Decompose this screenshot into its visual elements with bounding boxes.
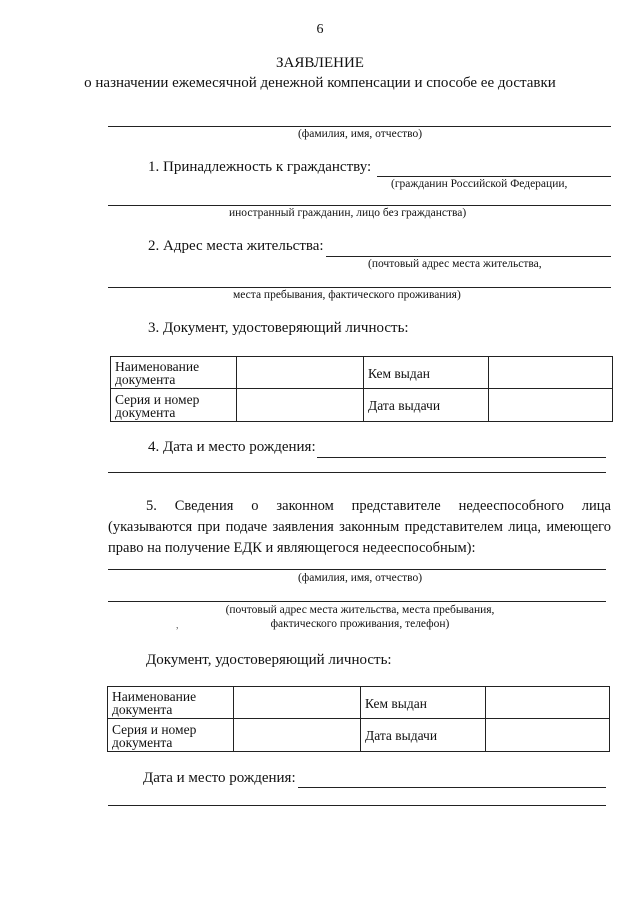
applicant-name-caption: (фамилия, имя, отчество) bbox=[297, 128, 423, 140]
residence-address-caption-line1: (почтовый адрес места жительства, bbox=[368, 258, 542, 270]
issue-date-label: Дата выдачи bbox=[364, 389, 489, 422]
residence-address-label: 2. Адрес места жительства: bbox=[148, 238, 324, 254]
identity-document-table bbox=[110, 356, 613, 422]
citizenship-field[interactable] bbox=[377, 176, 611, 177]
rep-doc-name-field[interactable] bbox=[234, 687, 361, 719]
representative-birth-label: Дата и место рождения: bbox=[143, 770, 296, 786]
citizenship-label: 1. Принадлежность к гражданству: bbox=[148, 159, 372, 175]
doc-name-label: Наименование документа bbox=[111, 357, 237, 389]
page-subtitle: о назначении ежемесячной денежной компенсации и способе ее доставки bbox=[84, 75, 556, 91]
page-title: ЗАЯВЛЕНИЕ bbox=[276, 55, 364, 71]
issued-by-field[interactable] bbox=[489, 357, 613, 389]
representative-address-field[interactable] bbox=[108, 601, 606, 602]
representative-address-caption-line2: фактического проживания, телефон) bbox=[270, 618, 450, 630]
rep-issued-by-field[interactable] bbox=[486, 687, 610, 719]
applicant-name-field[interactable] bbox=[108, 126, 611, 127]
representative-name-field[interactable] bbox=[108, 569, 606, 570]
representative-document-table bbox=[107, 686, 610, 752]
rep-doc-name-label: Наименование документа bbox=[108, 687, 234, 719]
page-number: 6 bbox=[316, 22, 324, 37]
representative-name-caption: (фамилия, имя, отчество) bbox=[297, 572, 423, 584]
series-number-field[interactable] bbox=[237, 389, 364, 422]
rep-issued-by-label: Кем выдан bbox=[361, 687, 486, 719]
citizenship-field-line2[interactable] bbox=[108, 205, 611, 206]
residence-address-field[interactable] bbox=[326, 256, 611, 257]
representative-birth-field-line2[interactable] bbox=[108, 805, 606, 806]
residence-address-field-line2[interactable] bbox=[108, 287, 611, 288]
representative-address-caption-line1: (почтовый адрес места жительства, места пребывания, bbox=[225, 604, 495, 616]
citizenship-caption-line1: (гражданин Российской Федерации, bbox=[391, 178, 568, 190]
representative-birth-field[interactable] bbox=[298, 787, 606, 788]
birth-date-place-field-line2[interactable] bbox=[108, 472, 606, 473]
rep-series-number-field[interactable] bbox=[234, 719, 361, 752]
series-number-label: Серия и номер документа bbox=[111, 389, 237, 422]
issued-by-label: Кем выдан bbox=[364, 357, 489, 389]
rep-issue-date-label: Дата выдачи bbox=[361, 719, 486, 752]
issue-date-field[interactable] bbox=[489, 389, 613, 422]
legal-representative-text: 5. Сведения о законном представителе недееспособного лица (указываются при подаче заявления законным представителем лица, имеющего право на получение ЕДК и являющегося недееспособным): bbox=[108, 498, 611, 556]
birth-date-place-field[interactable] bbox=[317, 457, 606, 458]
scan-speck: , bbox=[176, 620, 179, 631]
representative-document-label: Документ, удостоверяющий личность: bbox=[146, 652, 392, 668]
identity-document-label: 3. Документ, удостоверяющий личность: bbox=[148, 320, 409, 336]
citizenship-caption-line2: иностранный гражданин, лицо без гражданства) bbox=[229, 207, 467, 219]
birth-date-place-label: 4. Дата и место рождения: bbox=[148, 439, 316, 455]
doc-name-field[interactable] bbox=[237, 357, 364, 389]
rep-series-number-label: Серия и номер документа bbox=[108, 719, 234, 752]
rep-issue-date-field[interactable] bbox=[486, 719, 610, 752]
residence-address-caption-line2: места пребывания, фактического проживания) bbox=[233, 289, 461, 301]
